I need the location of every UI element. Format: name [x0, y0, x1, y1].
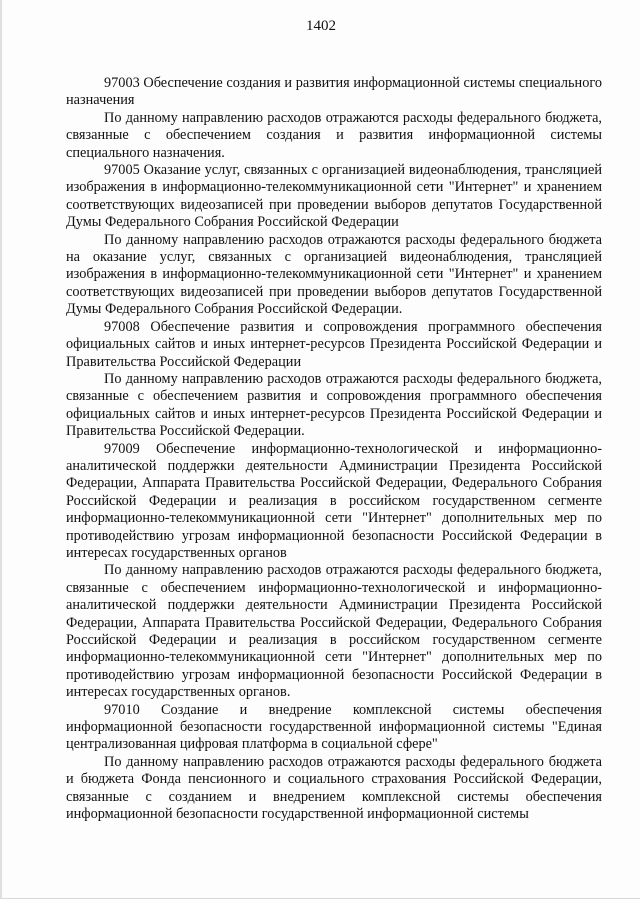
paragraph-97010-heading: 97010 Создание и внедрение комплексной системы обеспечения информационной безопасности государственной информационной системы "Единая централизованная цифровая платформа в социальной сфере"	[66, 701, 602, 753]
page-number: 1402	[306, 18, 336, 34]
paragraph-97008-description: По данному направлению расходов отражаются расходы федерального бюджета, связанные с обеспечением развития и сопровождения программного обеспечения официальных сайтов и иных интернет-ресурсов Президента Российской Федерации и Правительства Российской Федерации.	[66, 370, 602, 440]
paragraph-97010-description: По данному направлению расходов отражаются расходы федерального бюджета и бюджета Фонда пенсионного и социального страхования Российской Федерации, связанные с созданием и внедрением комплексной системы обеспечения информационной безопасности государственной информационной системы	[66, 753, 602, 823]
document-body	[66, 75, 602, 823]
paragraph-97008-heading: 97008 Обеспечение развития и сопровождения программного обеспечения официальных сайтов и иных интернет-ресурсов Президента Российской Федерации и Правительства Российской Федерации	[66, 318, 602, 370]
paragraph-97009-heading: 97009 Обеспечение информационно-технологической и информационно-аналитической поддержки деятельности Администрации Президента Российской Федерации, Аппарата Правительства Российской Федерации, Федерального Собрания Российской Федерации и реализация в российском государственном сегменте информационно-телекоммуникационной сети "Интернет" дополнительных мер по противодействию угрозам информационной безопасности Российской Федерации в интересах государственных органов	[66, 440, 602, 561]
paragraph-97003-heading: 97003 Обеспечение создания и развития информационной системы специального назначения	[66, 75, 602, 109]
paragraph-97005-heading: 97005 Оказание услуг, связанных с организацией видеонаблюдения, трансляцией изображения в информационно-телекоммуникационной сети "Интернет" и хранением соответствующих видеозаписей при проведении выборов депутатов Государственной Думы Федерального Собрания Российской Федерации	[66, 162, 602, 231]
paragraph-97005-description: По данному направлению расходов отражаются расходы федерального бюджета на оказание услуг, связанных с организацией видеонаблюдения, трансляцией изображения в информационно-телекоммуникационной сети "Интернет" и хранением соответствующих видеозаписей при проведении выборов депутатов Государственной Думы Федерального Собрания Российской Федерации.	[66, 231, 602, 318]
paragraph-97003-description: По данному направлению расходов отражаются расходы федерального бюджета, связанные с обеспечением создания и развития информационной системы специального назначения.	[66, 109, 602, 161]
paragraph-97009-description: По данному направлению расходов отражаются расходы федерального бюджета, связанные с обеспечением информационно-технологической и информационно-аналитической поддержки деятельности Администрации Президента Российской Федерации, Аппарата Правительства Российской Федерации, Федерального Собрания Российской Федерации и реализация в российском государственном сегменте информационно-телекоммуникационной сети "Интернет" дополнительных мер по противодействию угрозам информационной безопасности Российской Федерации в интересах государственных органов.	[66, 562, 602, 701]
